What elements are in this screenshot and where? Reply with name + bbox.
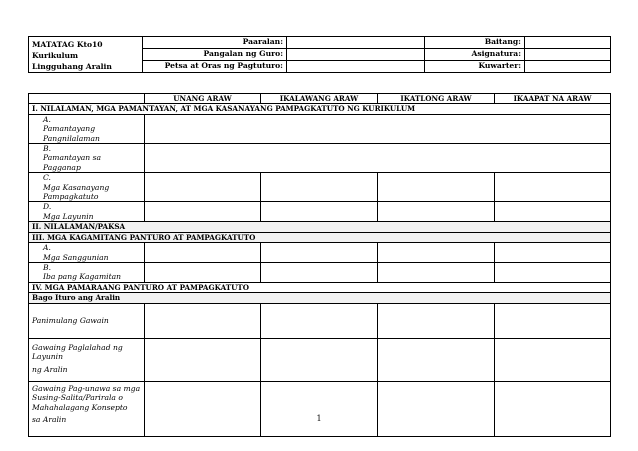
day-1-cell[interactable]: [145, 202, 261, 222]
item-letter: A.: [43, 243, 51, 253]
day-2-cell[interactable]: [261, 243, 378, 263]
day-2-cell[interactable]: [261, 338, 378, 381]
kurikulum-line-2: Kurikulum: [32, 51, 79, 60]
day-1-cell[interactable]: [145, 303, 261, 338]
table-row: [29, 381, 611, 436]
kurikulum-line-1: MATATAG Kto10: [32, 40, 103, 49]
column-header-row: [29, 94, 611, 104]
section-row: [29, 104, 611, 114]
day-3-cell[interactable]: [378, 262, 495, 282]
table-row: [29, 303, 611, 338]
section-4-title: IV. MGA PAMARAANG PANTURO AT PAMPAGKATUTO: [29, 282, 611, 292]
item-text: Mga Kasanayang Pampagkatuto: [43, 182, 110, 202]
day-2-cell[interactable]: [261, 262, 378, 282]
section-1-title: I. NILALAMAN, MGA PAMANTAYAN, AT MGA KASANAYANG PAMPAGKATUTO NG KURIKULUM: [29, 104, 611, 114]
section-row: [29, 232, 611, 242]
day-4-cell[interactable]: [495, 173, 611, 202]
section-row: [29, 222, 611, 232]
day-4-cell[interactable]: [495, 338, 611, 381]
asignatura-field[interactable]: [525, 49, 611, 61]
row-label-line-1: Gawaing Paglalahad ng Layunin: [32, 342, 123, 362]
day-3-cell[interactable]: [378, 173, 495, 202]
kurikulum-title: [29, 37, 143, 73]
item-text: Mga Sanggunian: [43, 252, 109, 262]
item-text: Pamantayang Pangnilalaman: [43, 124, 100, 143]
day-3-cell[interactable]: [378, 303, 495, 338]
merged-cell[interactable]: [145, 114, 611, 143]
kurikulum-line-3: Lingguhang Aralin: [32, 62, 112, 71]
guro-label: Pangalan ng Guro:: [143, 49, 287, 61]
day-3-cell[interactable]: [378, 243, 495, 263]
day-4-cell[interactable]: [495, 303, 611, 338]
table-row: [29, 202, 611, 222]
day-1-cell[interactable]: [145, 262, 261, 282]
day-3-cell[interactable]: [378, 338, 495, 381]
day-4-cell[interactable]: [495, 381, 611, 436]
section-row: [29, 293, 611, 303]
page-number: 1: [316, 414, 322, 423]
table-row: [29, 338, 611, 381]
baitang-field[interactable]: [525, 37, 611, 49]
kuwarter-label: Kuwarter:: [425, 61, 525, 73]
row-label-pamantayan-sa-pagganap: [29, 144, 145, 173]
section-2-title: II. NILALAMAN/PAKSA: [29, 222, 611, 232]
paaralan-label: Paaralan:: [143, 37, 287, 49]
day-2-cell[interactable]: [261, 303, 378, 338]
item-letter: C.: [43, 173, 51, 183]
item-letter: D.: [43, 202, 52, 212]
lesson-plan-table: [28, 93, 611, 437]
col-header-day-1: UNANG ARAW: [145, 94, 261, 104]
asignatura-label: Asignatura:: [425, 49, 525, 61]
row-label-paglalahad-ng-layunin: [29, 338, 145, 381]
day-4-cell[interactable]: [495, 202, 611, 222]
day-1-cell[interactable]: [145, 243, 261, 263]
row-label-mga-layunin: [29, 202, 145, 222]
day-2-cell[interactable]: [261, 202, 378, 222]
table-row: [29, 144, 611, 173]
day-2-cell[interactable]: [261, 173, 378, 202]
row-label-line-1: Gawaing Pag-unawa sa mga Susing-Salita/Parirala o Mahahalagang Konsepto: [32, 383, 141, 412]
item-text: Pamantayan sa Pagganap: [43, 153, 102, 172]
row-label-iba-pang-kagamitan: [29, 262, 145, 282]
row-label-line-2: sa Aralin: [32, 414, 67, 424]
day-1-cell[interactable]: [145, 338, 261, 381]
table-row: [29, 114, 611, 143]
col-header-day-3: IKATLONG ARAW: [378, 94, 495, 104]
day-4-cell[interactable]: [495, 262, 611, 282]
merged-cell[interactable]: [145, 144, 611, 173]
row-label-line-2: ng Aralin: [32, 364, 68, 374]
col-header-day-4: IKAAPAT NA ARAW: [495, 94, 611, 104]
header-table: [28, 36, 611, 73]
blank-header-cell: [29, 94, 145, 104]
petsa-field[interactable]: [287, 61, 425, 73]
day-3-cell[interactable]: [378, 381, 495, 436]
baitang-label: Baitang:: [425, 37, 525, 49]
row-label-kasanayang-pampagkatuto: [29, 173, 145, 202]
day-2-cell[interactable]: [261, 381, 378, 436]
row-label-pamantayang-pangnilalaman: [29, 114, 145, 143]
day-3-cell[interactable]: [378, 202, 495, 222]
row-label-panimulang-gawain: Panimulang Gawain: [29, 303, 145, 338]
table-row: [29, 173, 611, 202]
item-text: Mga Layunin: [43, 211, 94, 221]
item-letter: B.: [43, 262, 51, 272]
petsa-label: Petsa at Oras ng Pagtuturo:: [143, 61, 287, 73]
day-1-cell[interactable]: [145, 173, 261, 202]
section-4-subtitle: Bago Ituro ang Aralin: [29, 293, 611, 303]
row-label-mga-sanggunian: [29, 243, 145, 263]
kuwarter-field[interactable]: [525, 61, 611, 73]
item-letter: B.: [43, 144, 51, 154]
section-row: [29, 282, 611, 292]
table-row: [29, 262, 611, 282]
col-header-day-2: IKALAWANG ARAW: [261, 94, 378, 104]
item-letter: A.: [43, 114, 51, 124]
section-3-title: III. MGA KAGAMITANG PANTURO AT PAMPAGKATUTO: [29, 232, 611, 242]
row-label-pag-unawa-susing-salita: [29, 381, 145, 436]
day-4-cell[interactable]: [495, 243, 611, 263]
table-row: [29, 243, 611, 263]
guro-field[interactable]: [287, 49, 425, 61]
item-text: Iba pang Kagamitan: [43, 272, 122, 282]
day-1-cell[interactable]: [145, 381, 261, 436]
paaralan-field[interactable]: [287, 37, 425, 49]
